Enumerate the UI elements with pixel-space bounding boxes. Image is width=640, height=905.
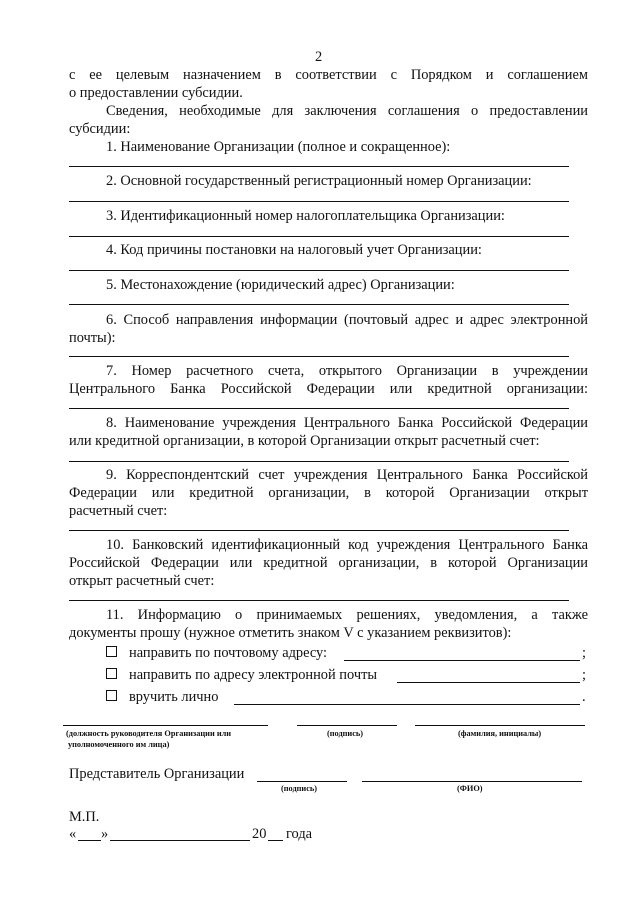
rep-fio-line[interactable] [362,781,582,782]
option-email-row [106,667,377,684]
option-hand-row [106,689,218,706]
date-year-prefix: 20 [252,826,267,842]
item-6-line-2: почты): [69,330,116,346]
option-hand-period: . [582,689,586,705]
page-number: 2 [315,49,323,65]
rep-caption-fio: (ФИО) [457,784,483,793]
item-7-line-1: 7. Номер расчетного счета, открытого Организации в учреждении [106,363,588,379]
sig-position-line[interactable] [63,725,268,726]
item-1-field-line[interactable] [69,166,569,167]
item-3-field-line[interactable] [69,236,569,237]
option-email-semicolon: ; [582,667,586,683]
option-post-field-line[interactable] [344,660,580,661]
item-2-label: 2. Основной государственный регистрационный номер Организации: [106,173,532,189]
date-open-quote: « [69,826,77,842]
option-post-semicolon: ; [582,645,586,661]
date-day-line[interactable] [78,840,101,841]
date-month-line[interactable] [110,840,250,841]
rep-signature-line[interactable] [257,781,347,782]
date-year-line[interactable] [268,840,283,841]
sig-signature-line[interactable] [297,725,397,726]
item-11-line-1: 11. Информацию о принимаемых решениях, уведомления, а также [106,607,588,623]
date-year-suffix: года [286,826,313,842]
item-1-label: 1. Наименование Организации (полное и сокращенное): [106,139,451,155]
item-7-field-line[interactable] [69,408,569,409]
checkbox-hand[interactable] [106,690,117,701]
item-6-field-line[interactable] [69,356,569,357]
item-11-line-2: документы прошу (нужное отметить знаком V с указанием реквизитов): [69,625,512,641]
intro-line-1: с ее целевым назначением в соответствии с Порядком и соглашением [69,67,588,83]
item-10-line-2: Российской Федерации или кредитной организации, в которой Организации [69,555,588,571]
item-4-label: 4. Код причины постановки на налоговый учет Организации: [106,242,482,258]
item-9-line-1: 9. Корреспондентский счет учреждения Центрального Банка Российской [106,467,588,483]
rep-caption-signature: (подпись) [281,784,318,793]
stamp-label: М.П. [69,809,100,825]
item-9-line-3: расчетный счет: [69,503,168,519]
checkbox-post[interactable] [106,646,117,657]
checkbox-email[interactable] [106,668,117,679]
representative-label: Представитель Организации [69,766,245,782]
option-hand-field-line[interactable] [234,704,580,705]
item-5-field-line[interactable] [69,304,569,305]
option-hand-label: вручить лично [129,689,219,705]
item-10-line-1: 10. Банковский идентификационный код учреждения Центрального Банка [106,537,588,553]
item-9-line-2: Федерации или кредитной организации, в которой Организации открыт [69,485,588,501]
item-5-label: 5. Местонахождение (юридический адрес) Организации: [106,277,455,293]
item-8-field-line[interactable] [69,461,569,462]
item-7-line-2: Центрального Банка Российской Федерации или кредитной организации: [69,381,588,397]
info-line-1: Сведения, необходимые для заключения соглашения о предоставлении [106,103,588,119]
option-post-label: направить по почтовому адресу: [129,645,328,661]
item-10-line-3: открыт расчетный счет: [69,573,215,589]
sig-name-line[interactable] [415,725,585,726]
item-6-line-1: 6. Способ направления информации (почтовый адрес и адрес электронной [106,312,588,328]
option-email-label: направить по адресу электронной почты [129,667,378,683]
item-4-field-line[interactable] [69,270,569,271]
option-post-row [106,645,327,662]
info-line-2: субсидии: [69,121,131,137]
sig-caption-signature: (подпись) [327,729,364,738]
sig-caption-name: (фамилия, инициалы) [458,729,542,738]
item-9-field-line[interactable] [69,530,569,531]
sig-caption-position-2: уполномоченного им лица) [68,740,170,749]
item-8-line-1: 8. Наименование учреждения Центрального Банка Российской Федерации [106,415,588,431]
item-3-label: 3. Идентификационный номер налогоплательщика Организации: [106,208,505,224]
intro-line-2: о предоставлении субсидии. [69,85,243,101]
date-close-quote: » [101,826,109,842]
sig-caption-position-1: (должность руководителя Организации или [66,729,232,738]
item-2-field-line[interactable] [69,201,569,202]
item-8-line-2: или кредитной организации, в которой Организации открыт расчетный счет: [69,433,540,449]
item-10-field-line[interactable] [69,600,569,601]
option-email-field-line[interactable] [397,682,580,683]
